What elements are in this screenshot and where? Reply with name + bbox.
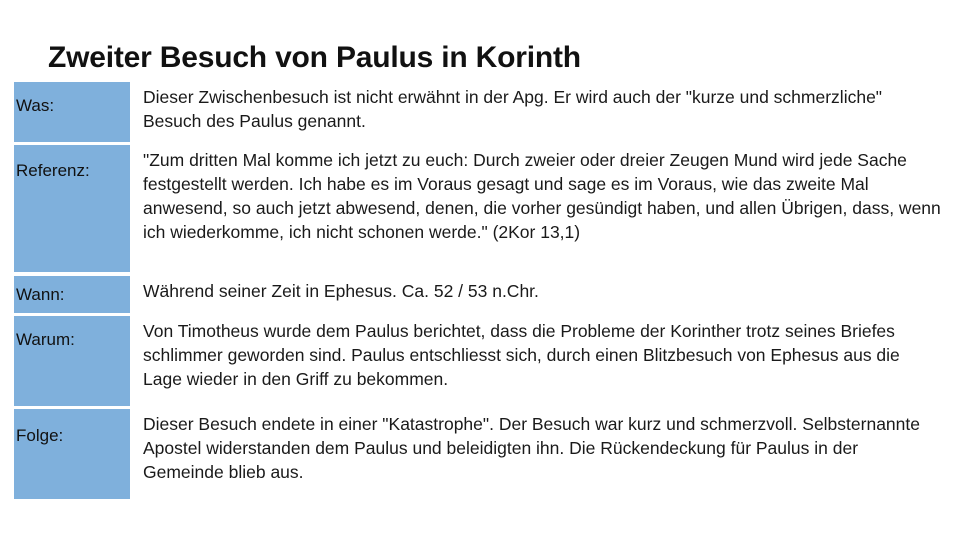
row-label-box <box>14 409 130 499</box>
row-label-wann: Wann: <box>16 285 65 304</box>
row-label-was: Was: <box>16 96 55 115</box>
row-label-box <box>14 316 130 406</box>
table-row-was <box>14 82 949 142</box>
table-row-referenz <box>14 145 949 272</box>
row-label-box <box>14 82 130 142</box>
row-label-folge: Folge: <box>16 426 64 445</box>
row-text-wann: Während seiner Zeit in Ephesus. Ca. 52 / 53 n.Chr. <box>143 281 539 301</box>
row-text-referenz: "Zum dritten Mal komme ich jetzt zu euch: Durch zweier oder dreier Zeugen Mund wird jede Sache festgestellt werden. Ich habe es im Voraus gesagt und sage es im Voraus, wie das zweite Mal anwesend, so auch jetzt abwesend, denen, die vorher gesündigt haben, und allen Übrigen, dass, wenn ich wiederkomme, ich nicht schonen werde." (2Kor 13,1) <box>143 150 941 242</box>
row-label-box <box>14 145 130 272</box>
slide-title: Zweiter Besuch von Paulus in Korinth <box>48 41 581 74</box>
row-text-warum: Von Timotheus wurde dem Paulus berichtet, dass die Probleme der Korinther trotz seines Briefes schlimmer geworden sind. Paulus entschliesst sich, durch einen Blitzbesuch von Ephesus aus die Lage wieder in den Griff zu bekommen. <box>143 321 900 389</box>
table-row-warum <box>14 316 949 406</box>
row-label-warum: Warum: <box>16 330 75 349</box>
row-label-box <box>14 276 130 313</box>
row-text-was: Dieser Zwischenbesuch ist nicht erwähnt in der Apg. Er wird auch der "kurze und schmerzliche" Besuch des Paulus genannt. <box>143 87 883 131</box>
table-row-wann <box>14 276 949 313</box>
row-text-folge: Dieser Besuch endete in einer "Katastrophe". Der Besuch war kurz und schmerzvoll. Selbsternannte Apostel widerstanden dem Paulus und beleidigten ihn. Die Rückendeckung für Paulus in der Gemeinde blieb aus. <box>143 414 920 482</box>
row-label-referenz: Referenz: <box>16 161 90 180</box>
table-row-folge <box>14 409 949 499</box>
